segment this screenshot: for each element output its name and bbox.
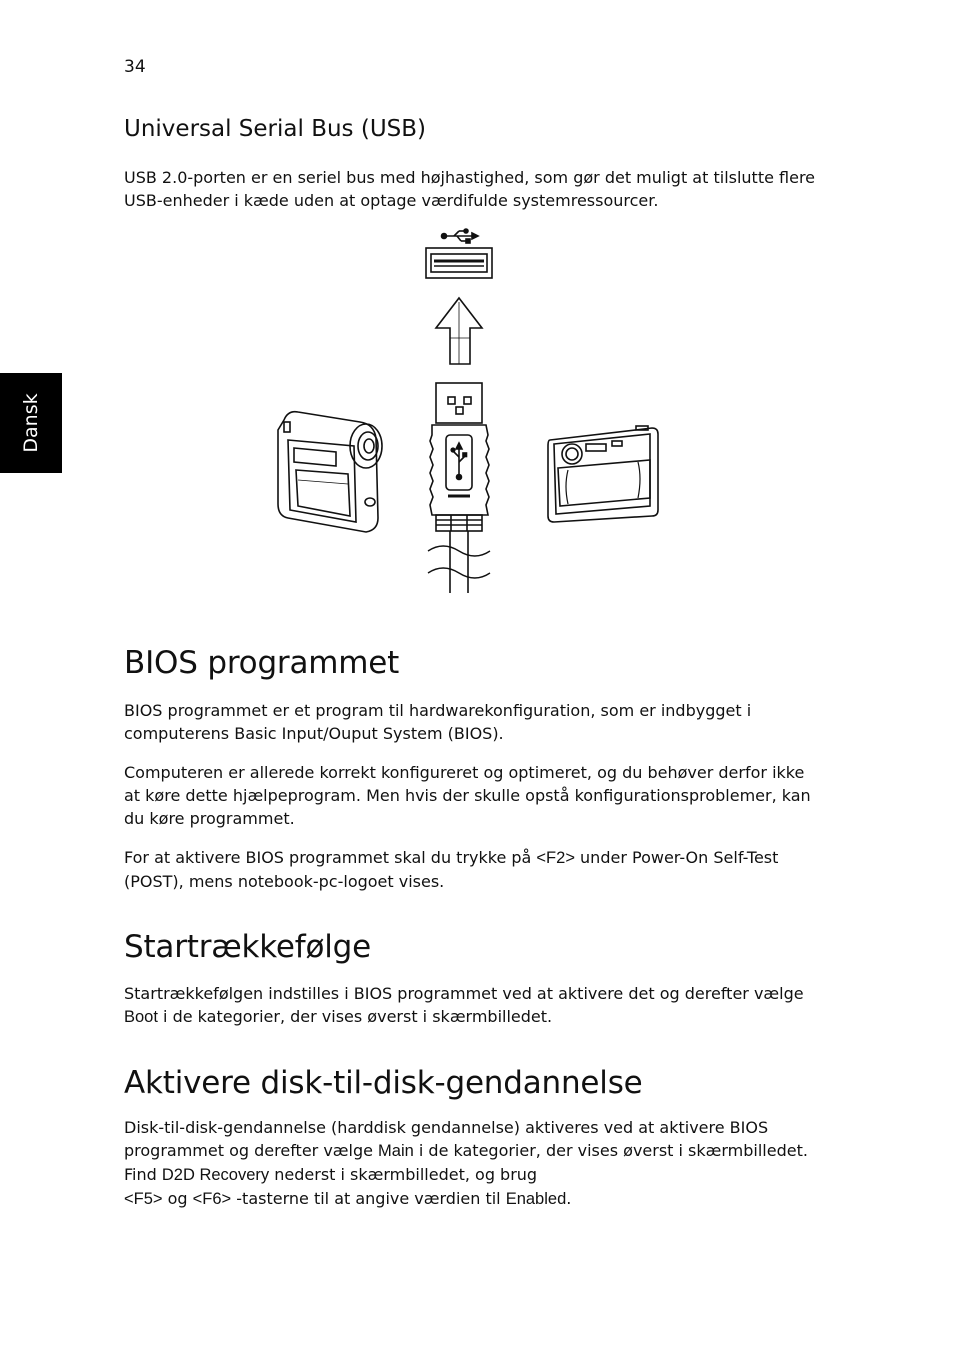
- d2d-text-6: .: [566, 1189, 572, 1208]
- d2d-recovery-key: D2D Recovery: [161, 1166, 270, 1184]
- usb-plug-icon: [428, 383, 490, 593]
- d2d-text-5: -tasterne til at angive værdien til: [231, 1189, 506, 1208]
- d2d-paragraph: [124, 1116, 824, 1211]
- language-side-tab: [0, 373, 62, 473]
- d2d-text-3: nederst i skærmbilledet, og brug: [269, 1165, 538, 1184]
- boot-text-a: Startrækkefølgen indstilles i BIOS programmet ved at aktivere det og derefter vælge: [124, 984, 804, 1003]
- f2-key: <F2>: [536, 849, 575, 867]
- usb-paragraph: USB 2.0-porten er en seriel bus med højhastighed, som gør det muligt at tilslutte flere USB-enheder i kæde uden at optage værdifulde systemressourcer.: [124, 168, 816, 210]
- boot-order-heading: Startrækkefølge: [124, 929, 372, 965]
- main-key: Main: [378, 1142, 414, 1160]
- side-tab-label: Dansk: [20, 393, 42, 453]
- d2d-text-2: i de kategorier, der vises øverst i skærmbilledet. Find: [124, 1141, 808, 1184]
- bios-heading: BIOS programmet: [124, 645, 400, 681]
- boot-text-b: i de kategorier, der vises øverst i skærmbilledet.: [157, 1007, 553, 1026]
- bios-p3-text-a: For at aktivere BIOS programmet skal du trykke på: [124, 848, 537, 867]
- usb-port-icon: [426, 248, 492, 278]
- usb-heading: Universal Serial Bus (USB): [124, 116, 426, 142]
- usb-symbol-icon: [442, 229, 479, 243]
- boot-key: Boot: [124, 1008, 158, 1026]
- d2d-text-1: Disk-til-disk-gendannelse (harddisk gendannelse) aktiveres ved at aktivere BIOS programmet og derefter vælge: [124, 1118, 769, 1160]
- bios-p3-text-b: under Power-On Self-Test (POST), mens notebook-pc-logoet vises.: [124, 848, 779, 891]
- page-number: 34: [124, 57, 146, 77]
- bios-paragraph-1: BIOS programmet er et program til hardwarekonfiguration, som er indbygget i computerens Basic Input/Ouput System (BIOS).: [124, 701, 752, 743]
- enabled-value: Enabled: [505, 1190, 567, 1208]
- usb-illustration: [260, 220, 680, 600]
- camcorder-icon: [278, 412, 382, 532]
- f6-key: <F6>: [192, 1190, 232, 1208]
- d2d-heading: Aktivere disk-til-disk-gendannelse: [124, 1065, 643, 1101]
- boot-paragraph: [124, 982, 824, 1029]
- d2d-text-4: og: [162, 1189, 193, 1208]
- bios-paragraph-2: Computeren er allerede korrekt konfigureret og optimeret, og du behøver derfor ikke at køre dette hjælpeprogram. Men hvis der skulle opstå konfigurationsproblemer, kan du køre programmet.: [124, 763, 811, 828]
- bios-paragraph-3: [124, 846, 824, 893]
- digital-camera-icon: [548, 426, 658, 522]
- up-arrow-icon: [436, 298, 482, 364]
- f5-key: <F5>: [124, 1190, 163, 1208]
